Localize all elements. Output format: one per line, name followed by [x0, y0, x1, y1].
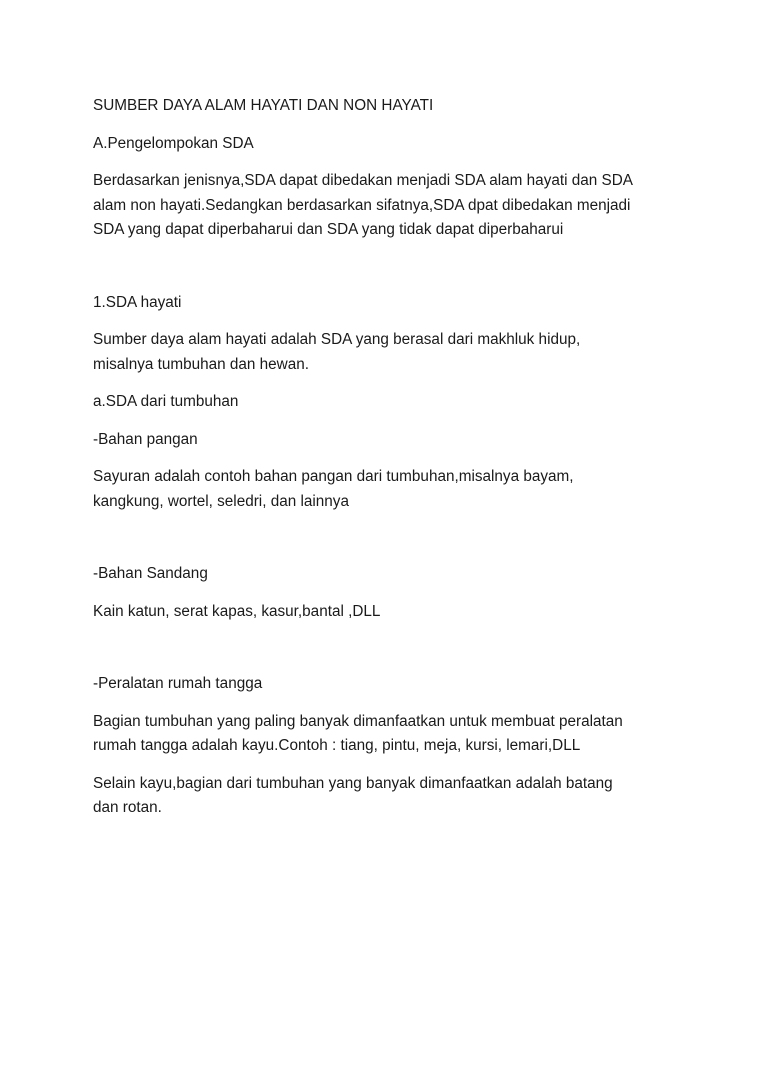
text-line: Bagian tumbuhan yang paling banyak dimanfaatkan untuk membuat peralatan: [93, 712, 623, 730]
bahan-sandang-heading: -Bahan Sandang: [93, 565, 208, 582]
text-line: Berdasarkan jenisnya,SDA dapat dibedakan menjadi SDA alam hayati dan SDA: [93, 172, 633, 189]
section-a-heading: A.Pengelompokan SDA: [93, 134, 254, 152]
document-title: SUMBER DAYA ALAM HAYATI DAN NON HAYATI: [93, 97, 434, 114]
text-line: Sayuran adalah contoh bahan pangan dari tumbuhan,misalnya bayam,: [93, 468, 574, 485]
section-1-paragraph: [93, 328, 693, 377]
section-1-heading: 1.SDA hayati: [93, 293, 182, 311]
text-line: alam non hayati.Sedangkan berdasarkan sifatnya,SDA dpat dibedakan menjadi: [93, 196, 631, 214]
text-line: rumah tangga adalah kayu.Contoh : tiang, pintu, meja, kursi, lemari,DLL: [93, 737, 581, 754]
bahan-sandang-paragraph: Kain katun, serat kapas, kasur,bantal ,DLL: [93, 602, 381, 620]
document-body: [93, 94, 693, 834]
peralatan-paragraph-2: [93, 772, 693, 821]
peralatan-paragraph-1: [93, 710, 693, 759]
peralatan-heading: -Peralatan rumah tangga: [93, 675, 263, 692]
text-line: Selain kayu,bagian dari tumbuhan yang banyak dimanfaatkan adalah batang: [93, 774, 613, 792]
text-line: Sumber daya alam hayati adalah SDA yang berasal dari makhluk hidup,: [93, 331, 581, 348]
blank-line: [93, 637, 693, 672]
section-a-paragraph: [93, 169, 693, 243]
text-line: kangkung, wortel, seledri, dan lainnya: [93, 492, 349, 510]
blank-line: [93, 256, 693, 291]
blank-line: [93, 527, 693, 562]
text-line: SDA yang dapat diperbaharui dan SDA yang tidak dapat diperbaharui: [93, 221, 564, 238]
bahan-pangan-heading: -Bahan pangan: [93, 430, 198, 448]
bahan-pangan-paragraph: [93, 465, 693, 514]
text-line: misalnya tumbuhan dan hewan.: [93, 355, 309, 373]
subsection-a-heading: a.SDA dari tumbuhan: [93, 393, 239, 410]
text-line: dan rotan.: [93, 799, 162, 816]
